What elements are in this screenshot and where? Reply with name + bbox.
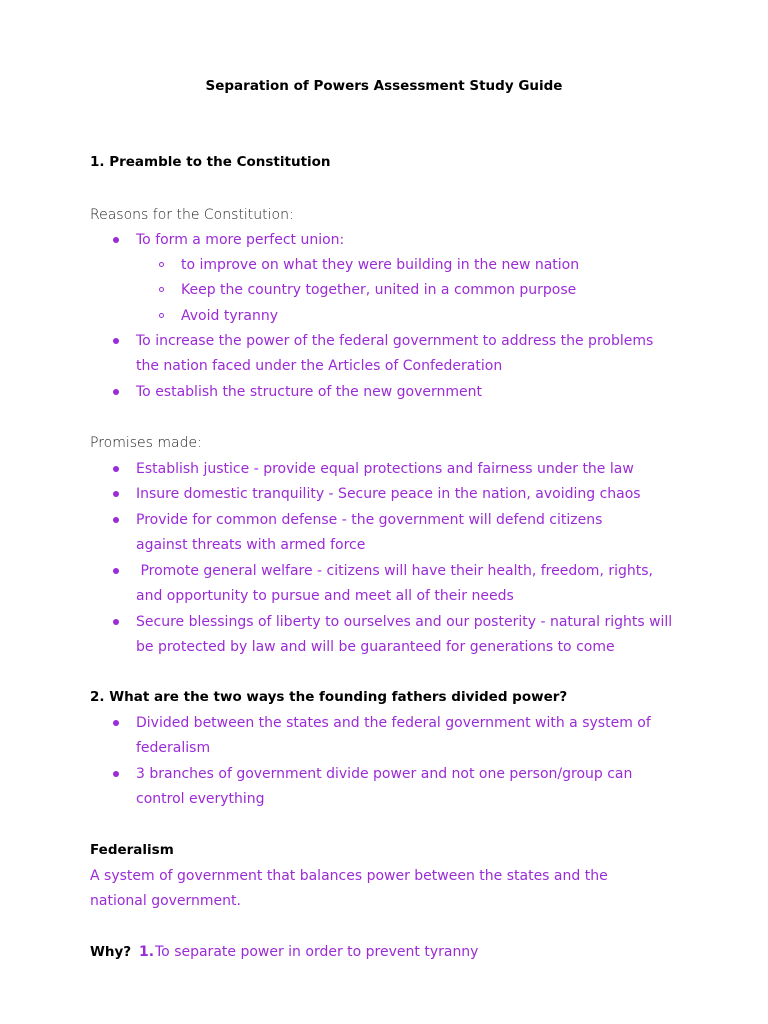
reason-item-line: To increase the power of the federal government to address the problems (136, 333, 654, 349)
bullet-dot-icon (113, 491, 119, 497)
division-item-line: 3 branches of government divide power and not one person/group can (136, 766, 633, 782)
why-number: 1. (139, 944, 155, 960)
bullet-dot-icon (113, 389, 119, 395)
division-item-line: federalism (136, 740, 211, 756)
promise-item-line: against threats with armed force (136, 537, 366, 553)
promise-item-line: be protected by law and will be guaranteed for generations to come (136, 639, 615, 655)
reason-item: To form a more perfect union: (136, 232, 345, 248)
division-item-line: control everything (136, 791, 265, 807)
sub-bullet-ring-icon (159, 313, 164, 318)
why-label: Why? (90, 944, 132, 960)
bullet-dot-icon (113, 568, 119, 574)
section-1-heading: 1. Preamble to the Constitution (90, 154, 331, 170)
promise-item-line: Promote general welfare - citizens will have their health, freedom, rights, (136, 563, 653, 579)
bullet-dot-icon (113, 720, 119, 726)
promise-item-line: and opportunity to pursue and meet all of their needs (136, 588, 514, 604)
federalism-heading: Federalism (90, 842, 174, 858)
federalism-definition-line: national government. (90, 893, 241, 909)
reason-item-line: the nation faced under the Articles of Confederation (136, 358, 503, 374)
reason-item: To establish the structure of the new government (136, 384, 482, 400)
division-item-line: Divided between the states and the federal government with a system of (136, 715, 651, 731)
bullet-dot-icon (113, 466, 119, 472)
promise-item: Insure domestic tranquility - Secure peace in the nation, avoiding chaos (136, 486, 641, 502)
promise-item: Establish justice - provide equal protections and fairness under the law (136, 461, 634, 477)
reasons-label: Reasons for the Constitution: (90, 207, 294, 223)
bullet-dot-icon (113, 619, 119, 625)
reason-sub-item: Keep the country together, united in a common purpose (181, 282, 577, 298)
reason-sub-item: Avoid tyranny (181, 308, 278, 324)
promises-label: Promises made: (90, 435, 202, 451)
bullet-dot-icon (113, 517, 119, 523)
promise-item-line: Secure blessings of liberty to ourselves and our posterity - natural rights will (136, 614, 673, 630)
federalism-definition-line: A system of government that balances power between the states and the (90, 868, 608, 884)
document-title: Separation of Powers Assessment Study Guide (205, 78, 563, 94)
bullet-dot-icon (113, 771, 119, 777)
sub-bullet-ring-icon (159, 287, 164, 292)
bullet-dot-icon (113, 237, 119, 243)
why-text: To separate power in order to prevent tyranny (155, 944, 479, 960)
bullet-dot-icon (113, 338, 119, 344)
sub-bullet-ring-icon (159, 262, 164, 267)
section-2-heading: 2. What are the two ways the founding fathers divided power? (90, 689, 568, 705)
promise-item-line: Provide for common defense - the government will defend citizens (136, 512, 603, 528)
reason-sub-item: to improve on what they were building in the new nation (181, 257, 580, 273)
